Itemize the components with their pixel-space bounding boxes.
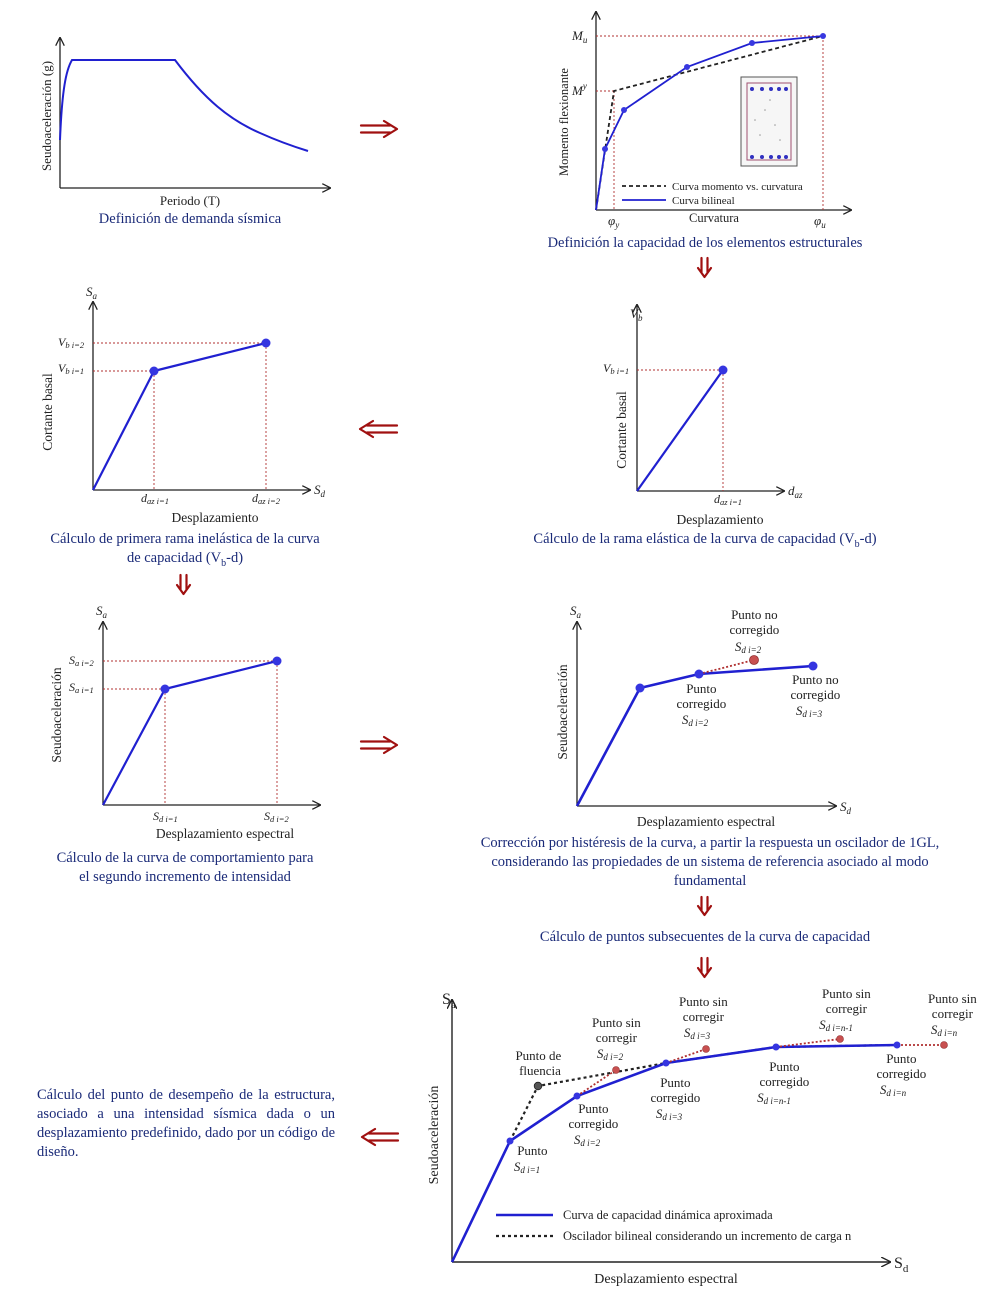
p4-axis-x-label: $d_{az}$ (788, 483, 803, 500)
p7-label-c3: Punto corregido Sd i=3 (650, 1075, 701, 1122)
p2-point (749, 40, 755, 46)
p6-axis-y-label: $S_a$ (570, 603, 581, 620)
p1-xlabel: Periodo (T) (159, 193, 221, 208)
p7-point-corrected-3 (663, 1060, 670, 1067)
caption-element-capacity: Definición la capacidad de los elementos estructurales (547, 235, 863, 251)
p7-point-corrected-n1 (773, 1044, 780, 1051)
p6-point-uncorrected-top (750, 656, 759, 665)
p6-label-corrected: Punto corregido Sd i=2 (676, 681, 727, 728)
p1-spectrum-curve (60, 60, 308, 151)
p2-point (602, 146, 608, 152)
p4-vb1-label: Vb i=1 (603, 361, 630, 376)
double-arrow-down-icon (698, 897, 711, 915)
p2-legend-item: Curva bilineal (672, 195, 735, 207)
panel-dynamic-capacity-curve (427, 986, 980, 1287)
p2-legend (622, 181, 803, 207)
p2-phiu-label: $\varphi_u$ (814, 213, 826, 230)
p7-label-cn: Punto corregido Sd i=n (876, 1051, 927, 1098)
p7-point-uncorrected-n (941, 1042, 948, 1049)
p5-xlabel: Desplazamiento espectral (155, 826, 295, 841)
p7-legend (496, 1208, 852, 1243)
p7-legend-item: Oscilador bilineal considerando un incremento de carga n (563, 1229, 852, 1243)
p7-point-corrected-2 (574, 1093, 581, 1100)
p6-point-1 (636, 684, 645, 693)
double-arrow-left-icon (362, 1129, 398, 1145)
p2-point (820, 33, 826, 39)
double-arrow-down-icon (177, 575, 190, 594)
double-arrow-left-icon (360, 421, 397, 437)
p7-point-uncorrected-n1 (837, 1036, 844, 1043)
double-arrow-down-icon (698, 958, 711, 977)
p6-label-uncorrected-right: Punto no corregido Sd i=3 (790, 672, 841, 719)
p7-legend-item: Curva de capacidad dinámica aproximada (563, 1208, 773, 1222)
p6-axis-x-label: $S_d$ (840, 799, 851, 816)
p7-yield-point (534, 1082, 542, 1090)
p2-xlabel: Curvatura (689, 211, 739, 225)
p3-point-2 (262, 339, 271, 348)
p5-ylabel: Seudoaceleración (49, 667, 64, 763)
p7-xlabel: Desplazamiento espectral (594, 1272, 738, 1287)
p6-ylabel: Seudoaceleración (555, 664, 570, 760)
panel-seismic-demand (39, 38, 330, 208)
p3-ylabel: Cortante basal (40, 373, 55, 451)
p7-ylabel: Seudoaceleración (427, 1085, 442, 1185)
p7-label-c2: Punto corregido Sd i=2 (568, 1101, 619, 1148)
p3-d2-label: daz i=2 (252, 491, 281, 506)
p6-xlabel: Desplazamiento espectral (636, 814, 776, 829)
caption-behavior-curve: Cálculo de la curva de comportamiento para el segundo incremento de intensidad (56, 850, 314, 885)
p7-point-uncorrected-3 (703, 1046, 710, 1053)
p6-label-uncorrected-top: Punto no corregido Sd i=2 (729, 607, 780, 655)
caption-seismic-demand: Definición de demanda sísmica (98, 211, 282, 227)
p3-point-1 (150, 367, 159, 376)
p7-label-scn1: Punto sin corregir Sd i=n-1 (819, 986, 871, 1033)
p5-behavior-curve (103, 661, 277, 805)
p2-ylabel: Momento flexionante (557, 68, 571, 176)
p3-d1-label: daz i=1 (141, 491, 170, 506)
p7-point-sd1 (507, 1138, 514, 1145)
double-arrow-right-icon (361, 737, 397, 753)
p3-axis-x-label: $S_d$ (314, 482, 325, 499)
panel-behavior-curve (49, 603, 320, 841)
p4-xlabel: Desplazamiento (676, 512, 764, 527)
p1-ylabel: Seudoaceleración (g) (39, 60, 54, 172)
p7-label-sc2: Punto sin corregir Sd i=2 (591, 1015, 641, 1062)
p7-axis-x-label: $S_d$ (894, 1255, 909, 1275)
p3-capacity-curve (93, 343, 266, 490)
p2-mu-label: $M_u$ (572, 28, 588, 45)
p7-label-cn1: Punto corregido Sd i=n-1 (757, 1059, 810, 1106)
p7-label-sc3: Punto sin corregir Sd i=3 (678, 994, 728, 1041)
panel-first-inelastic-branch (40, 284, 326, 525)
p7-axis-y-label: $S_a$ (442, 991, 456, 1011)
p7-point-corrected-n (894, 1042, 901, 1049)
p6-point-corrected (695, 670, 704, 679)
p7-label-p1: Punto Sd i=1 (513, 1143, 548, 1175)
p2-section-outer (741, 77, 797, 166)
p2-point (684, 64, 690, 70)
p3-xlabel: Desplazamiento (171, 510, 259, 525)
p4-ylabel: Cortante basal (614, 391, 629, 469)
p5-sa1-label: Sa i=1 (69, 680, 94, 695)
panel-element-capacity (557, 12, 851, 230)
double-arrow-down-icon (698, 258, 711, 277)
p5-sd2-label: Sd i=2 (264, 809, 289, 824)
p2-my-label: $M^y$ (572, 81, 587, 98)
p3-vb2-label: Vb i=2 (58, 335, 85, 350)
p3-axis-y-label: $S_a$ (86, 284, 97, 301)
p4-axis-y-label: $V_b$ (630, 306, 643, 323)
p2-legend-item: Curva momento vs. curvatura (672, 181, 803, 193)
caption-first-inelastic-branch: Cálculo de primera rama inelástica de la curva de capacidad $(V_b-d)$ (50, 531, 320, 569)
p7-label-scn: Punto sin corregir Sd i=n (927, 991, 977, 1038)
p5-sd1-label: Sd i=1 (153, 809, 178, 824)
panel-elastic-branch (603, 305, 803, 527)
panel-hysteresis-correction (555, 603, 852, 829)
caption-subsequent-points: Cálculo de puntos subsecuentes de la curva de capacidad (539, 929, 871, 945)
p5-point-1 (161, 685, 170, 694)
p2-phiy-label: $\varphi_y$ (608, 213, 620, 230)
caption-elastic-branch: Cálculo de la rama elástica de la curva de capacidad $(V_b-d)$ (533, 531, 877, 550)
p4-elastic-line (637, 370, 723, 491)
p4-d1-label: daz i=1 (714, 492, 743, 507)
p4-point-1 (719, 366, 728, 375)
p6-point-right (809, 662, 818, 671)
p5-point-2 (273, 657, 282, 666)
p5-sa2-label: Sa i=2 (69, 653, 94, 668)
p3-vb1-label: Vb i=1 (58, 361, 85, 376)
p2-cross-section-drawing (741, 77, 797, 166)
double-arrow-right-icon (361, 121, 397, 137)
p7-label-fluencia: Punto de fluencia (515, 1048, 562, 1078)
caption-performance-point: Cálculo del punto de desempeño de la estructura, asociado a una intensidad sísmica dada o un desplazamiento predefinido, dado por un código de diseño. (37, 1087, 335, 1160)
p5-axis-y-label: $S_a$ (96, 603, 107, 620)
p7-point-uncorrected-2 (613, 1067, 620, 1074)
caption-hysteresis-correction: Corrección por histéresis de la curva, a partir la respuesta un oscilador de 1GL, considerando las propiedades de un sistema de referencia asociado al modo fundamental (480, 835, 940, 889)
p2-point (621, 107, 627, 113)
